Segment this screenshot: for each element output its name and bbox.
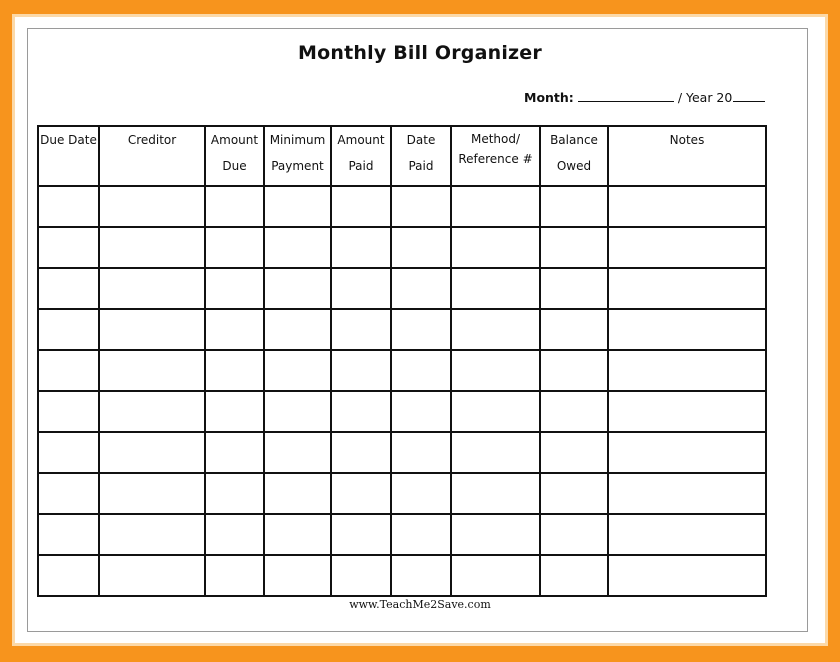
cell-balance-owed[interactable] bbox=[540, 186, 608, 227]
table-row bbox=[38, 514, 766, 555]
cell-date-paid[interactable] bbox=[391, 432, 451, 473]
cell-amount-due[interactable] bbox=[205, 432, 264, 473]
month-year-line bbox=[524, 90, 765, 105]
cell-creditor[interactable] bbox=[99, 309, 205, 350]
cell-method-reference[interactable] bbox=[451, 350, 540, 391]
cell-notes[interactable] bbox=[608, 350, 766, 391]
column-header-amount-paid bbox=[331, 126, 391, 186]
table-row bbox=[38, 391, 766, 432]
cell-creditor[interactable] bbox=[99, 268, 205, 309]
cell-due-date[interactable] bbox=[38, 268, 99, 309]
cell-minimum-payment[interactable] bbox=[264, 391, 331, 432]
cell-minimum-payment[interactable] bbox=[264, 555, 331, 596]
cell-balance-owed[interactable] bbox=[540, 473, 608, 514]
column-header-line: Payment bbox=[271, 159, 324, 173]
year-label: / Year 20 bbox=[677, 90, 733, 105]
cell-method-reference[interactable] bbox=[451, 432, 540, 473]
cell-amount-paid[interactable] bbox=[331, 432, 391, 473]
cell-notes[interactable] bbox=[608, 309, 766, 350]
column-header-line: Balance bbox=[550, 133, 598, 147]
cell-due-date[interactable] bbox=[38, 350, 99, 391]
cell-due-date[interactable] bbox=[38, 227, 99, 268]
cell-minimum-payment[interactable] bbox=[264, 186, 331, 227]
cell-due-date[interactable] bbox=[38, 473, 99, 514]
table-row bbox=[38, 350, 766, 391]
table-row bbox=[38, 186, 766, 227]
cell-amount-paid[interactable] bbox=[331, 268, 391, 309]
column-header-creditor bbox=[99, 126, 205, 186]
cell-balance-owed[interactable] bbox=[540, 350, 608, 391]
column-header-balance-owed bbox=[540, 126, 608, 186]
cell-balance-owed[interactable] bbox=[540, 309, 608, 350]
cell-creditor[interactable] bbox=[99, 432, 205, 473]
cell-amount-paid[interactable] bbox=[331, 391, 391, 432]
cell-amount-due[interactable] bbox=[205, 268, 264, 309]
cell-method-reference[interactable] bbox=[451, 227, 540, 268]
cell-creditor[interactable] bbox=[99, 186, 205, 227]
cell-amount-due[interactable] bbox=[205, 309, 264, 350]
cell-creditor[interactable] bbox=[99, 350, 205, 391]
cell-balance-owed[interactable] bbox=[540, 391, 608, 432]
month-label: Month: bbox=[524, 90, 574, 105]
cell-minimum-payment[interactable] bbox=[264, 227, 331, 268]
cell-method-reference[interactable] bbox=[451, 309, 540, 350]
cell-balance-owed[interactable] bbox=[540, 432, 608, 473]
cell-notes[interactable] bbox=[608, 555, 766, 596]
cell-method-reference[interactable] bbox=[451, 186, 540, 227]
cell-notes[interactable] bbox=[608, 473, 766, 514]
cell-amount-due[interactable] bbox=[205, 514, 264, 555]
bill-table bbox=[37, 125, 767, 597]
cell-date-paid[interactable] bbox=[391, 309, 451, 350]
cell-notes[interactable] bbox=[608, 432, 766, 473]
cell-due-date[interactable] bbox=[38, 391, 99, 432]
column-header-line: Creditor bbox=[127, 133, 177, 147]
column-header-line: Amount bbox=[210, 133, 259, 147]
column-header-method-reference bbox=[451, 126, 540, 186]
table-row bbox=[38, 473, 766, 514]
column-header-date-paid bbox=[391, 126, 451, 186]
cell-method-reference[interactable] bbox=[451, 391, 540, 432]
cell-amount-due[interactable] bbox=[205, 186, 264, 227]
cell-method-reference[interactable] bbox=[451, 514, 540, 555]
cell-date-paid[interactable] bbox=[391, 186, 451, 227]
cell-notes[interactable] bbox=[608, 514, 766, 555]
table-row bbox=[38, 309, 766, 350]
cell-balance-owed[interactable] bbox=[540, 227, 608, 268]
cell-date-paid[interactable] bbox=[391, 514, 451, 555]
column-header-amount-due bbox=[205, 126, 264, 186]
cell-amount-paid[interactable] bbox=[331, 186, 391, 227]
cell-amount-paid[interactable] bbox=[331, 227, 391, 268]
column-header-line: Minimum bbox=[269, 133, 326, 147]
cell-due-date[interactable] bbox=[38, 186, 99, 227]
cell-due-date[interactable] bbox=[38, 309, 99, 350]
cell-minimum-payment[interactable] bbox=[264, 350, 331, 391]
column-header-line: Notes bbox=[669, 133, 705, 147]
cell-creditor[interactable] bbox=[99, 555, 205, 596]
cell-method-reference[interactable] bbox=[451, 473, 540, 514]
column-header-minimum-payment bbox=[264, 126, 331, 186]
cell-creditor[interactable] bbox=[99, 473, 205, 514]
cell-date-paid[interactable] bbox=[391, 391, 451, 432]
cell-notes[interactable] bbox=[608, 186, 766, 227]
cell-creditor[interactable] bbox=[99, 391, 205, 432]
cell-notes[interactable] bbox=[608, 268, 766, 309]
cell-amount-paid[interactable] bbox=[331, 555, 391, 596]
page-title: Monthly Bill Organizer bbox=[298, 42, 542, 64]
cell-minimum-payment[interactable] bbox=[264, 514, 331, 555]
cell-date-paid[interactable] bbox=[391, 350, 451, 391]
cell-amount-paid[interactable] bbox=[331, 350, 391, 391]
column-header-line: Due bbox=[222, 159, 247, 173]
cell-method-reference[interactable] bbox=[451, 268, 540, 309]
table-header-row bbox=[38, 126, 766, 186]
column-header-line: Paid bbox=[348, 159, 374, 173]
cell-due-date[interactable] bbox=[38, 514, 99, 555]
cell-amount-due[interactable] bbox=[205, 391, 264, 432]
column-header-notes bbox=[608, 126, 766, 186]
cell-amount-paid[interactable] bbox=[331, 309, 391, 350]
cell-amount-due[interactable] bbox=[205, 350, 264, 391]
cell-method-reference[interactable] bbox=[451, 555, 540, 596]
cell-amount-due[interactable] bbox=[205, 473, 264, 514]
month-blank[interactable] bbox=[578, 101, 674, 102]
cell-amount-paid[interactable] bbox=[331, 473, 391, 514]
column-header-line: Method/ bbox=[470, 132, 521, 146]
cell-minimum-payment[interactable] bbox=[264, 309, 331, 350]
cell-date-paid[interactable] bbox=[391, 268, 451, 309]
cell-amount-due[interactable] bbox=[205, 555, 264, 596]
cell-amount-due[interactable] bbox=[205, 227, 264, 268]
cell-minimum-payment[interactable] bbox=[264, 473, 331, 514]
cell-date-paid[interactable] bbox=[391, 555, 451, 596]
cell-minimum-payment[interactable] bbox=[264, 432, 331, 473]
cell-due-date[interactable] bbox=[38, 555, 99, 596]
cell-minimum-payment[interactable] bbox=[264, 268, 331, 309]
cell-due-date[interactable] bbox=[38, 432, 99, 473]
table-row bbox=[38, 432, 766, 473]
cell-date-paid[interactable] bbox=[391, 473, 451, 514]
table-row bbox=[38, 555, 766, 596]
column-header-line: Paid bbox=[408, 159, 434, 173]
cell-creditor[interactable] bbox=[99, 514, 205, 555]
column-header-line: Amount bbox=[337, 133, 385, 147]
column-header-line: Date bbox=[406, 133, 436, 147]
column-header-line: Due Date bbox=[40, 133, 97, 147]
cell-balance-owed[interactable] bbox=[540, 555, 608, 596]
cell-notes[interactable] bbox=[608, 227, 766, 268]
column-header-line: Reference # bbox=[458, 152, 533, 166]
cell-balance-owed[interactable] bbox=[540, 268, 608, 309]
year-blank[interactable] bbox=[733, 101, 765, 102]
table-row bbox=[38, 227, 766, 268]
column-header-line: Owed bbox=[556, 159, 592, 173]
cell-amount-paid[interactable] bbox=[331, 514, 391, 555]
column-header-due-date bbox=[38, 126, 99, 186]
cell-balance-owed[interactable] bbox=[540, 514, 608, 555]
footer-url: www.TeachMe2Save.com bbox=[349, 598, 491, 611]
cell-notes[interactable] bbox=[608, 391, 766, 432]
cell-creditor[interactable] bbox=[99, 227, 205, 268]
cell-date-paid[interactable] bbox=[391, 227, 451, 268]
table-row bbox=[38, 268, 766, 309]
